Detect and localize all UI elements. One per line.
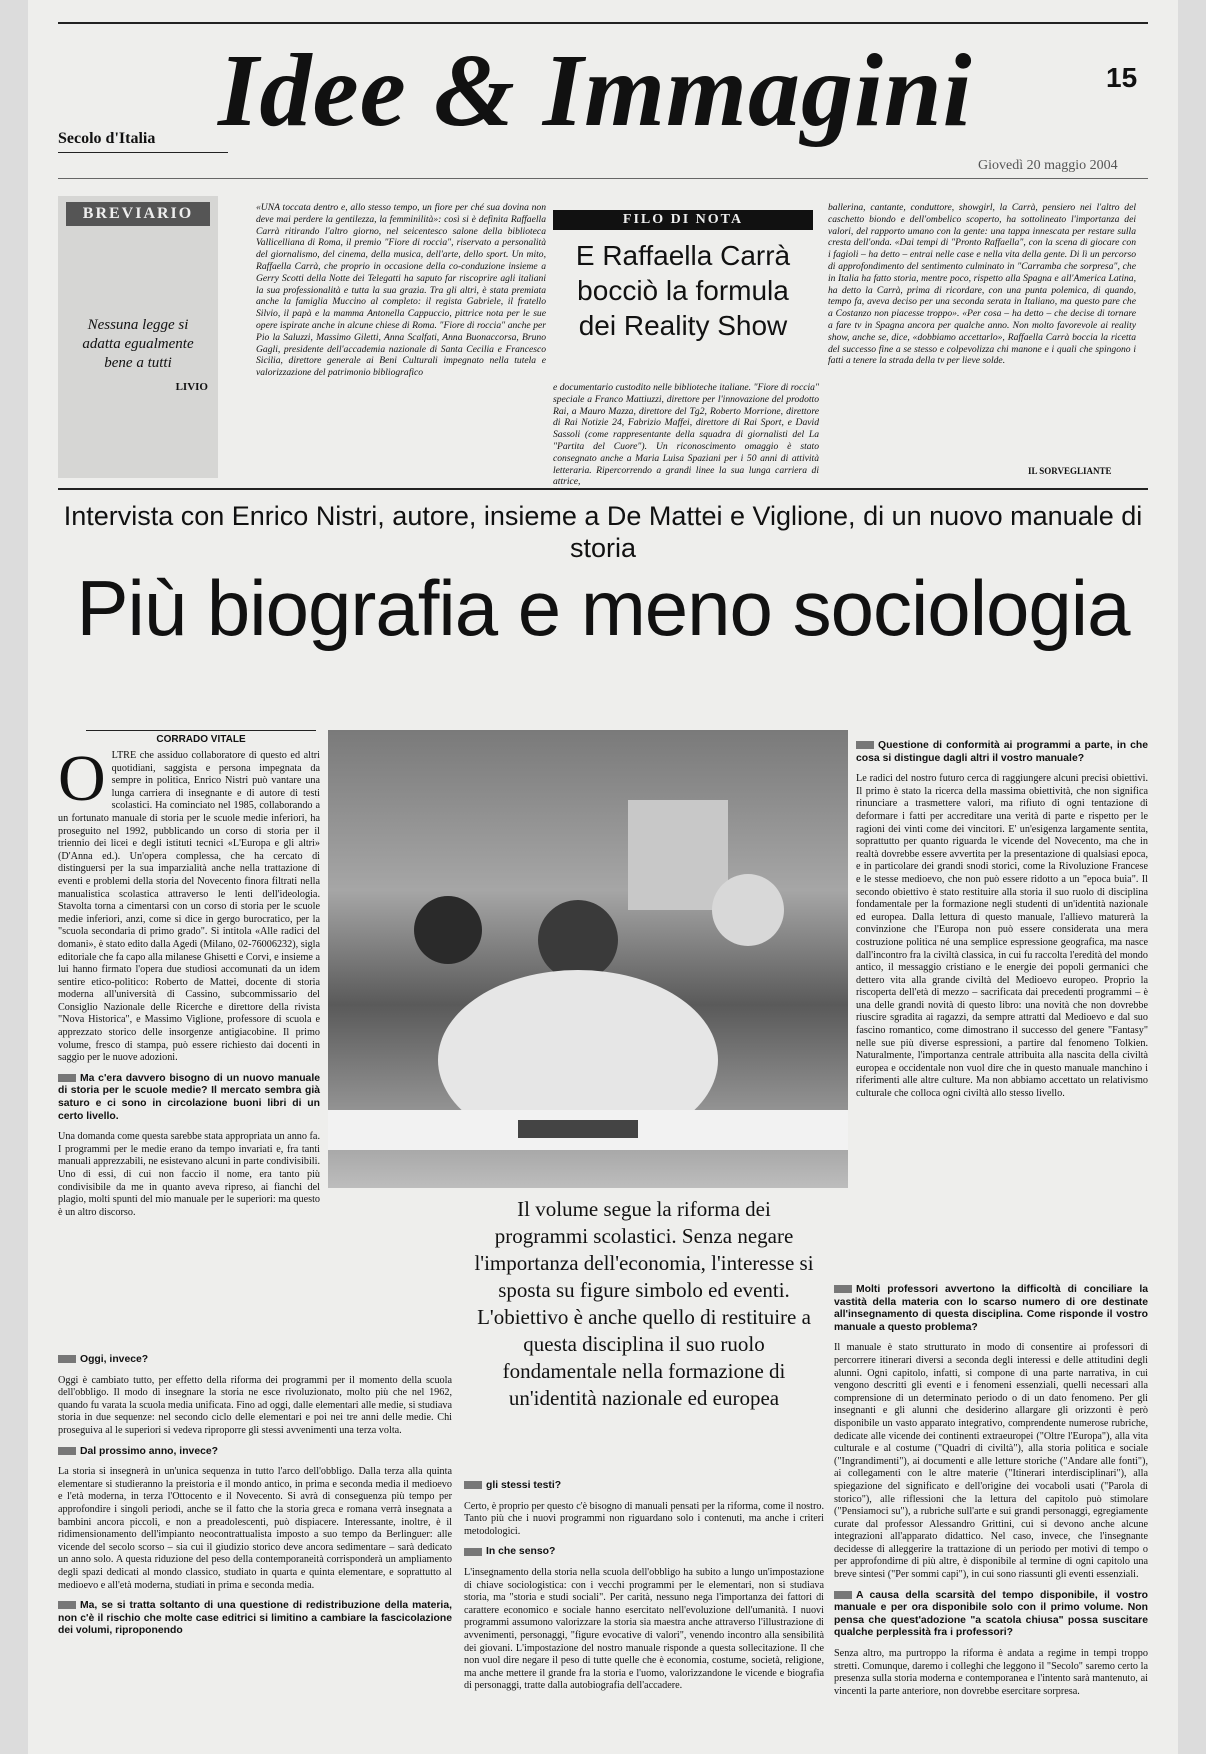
right-question-2: Molti professori avvertono la difficoltà di conciliare la vastità della materia con lo scarso numero di ore destinate all'insegnamento di questa disciplina. Come risponde il vostro manuale a questo problema? <box>834 1284 1148 1333</box>
mid-answer-1: Certo, è proprio per questo c'è bisogno di manuali pensati per la riforma, come il nostro. Tanto più che i nuovi programmi non riguardano solo i contenuti, ma anche i criteri metodologici. <box>464 1500 824 1537</box>
byline: CORRADO VITALE <box>86 730 316 745</box>
mid-question-2: In che senso? <box>464 1546 824 1559</box>
answer-1: Una domanda come questa sarebbe stata appropriata un anno fa. I programmi per le medie erano da tempo invariati e, fra tanti manuali apprezzabili, ne esistevano alcuni in parte condivisibili. Uno di essi, di cui non faccio il nome, era tanto più condivisibile da me in quanto aveva ripreso, ai fianchi del plagio, molti spunti del mio manuale per le superiori: ma questo è un altro discorso. <box>58 1131 320 1218</box>
section-rule <box>58 488 1148 490</box>
brief-headline: E Raffaella Carrà bocciò la formula dei Reality Show <box>575 240 791 341</box>
question-4: Ma, se si tratta soltanto di una questione di redistribuzione della materia, non c'è il rischio che molte case editrici si limitino a cambiare la fascicolazione dei volumi, riproponendo <box>58 1600 452 1637</box>
filo-di-nota-label: FILO DI NOTA <box>553 210 813 230</box>
brief-column-2: e documentario custodito nelle biblioteche italiane. "Fiore di roccia" speciale a Franco Mattiuzzi, direttore per l'innovazione del prodotto Rai, a Mauro Mazza, direttore del Tg2, Roberto Morrione, direttore di Rai Notizie 24, Fabrizio Maffei, direttore di Rai Sport, e David Sassoli (come rappresentante della squadra di giornalisti del La "Partita del Cuore"). Un riconoscimento omaggio è stato consegnato anche a Maria Luisa Spaziani per i 50 anni di attività letteraria. Ripercorrendo a grandi linee la sua lunga carriera di attrice, <box>553 382 819 488</box>
lower-left-column <box>58 1354 452 1646</box>
article-headline: Più biografia e meno sociologia <box>76 564 1130 652</box>
breviario-author: LIVIO <box>175 381 208 393</box>
breviario-quote: Nessuna legge si adatta egualmente bene a tutti <box>82 317 194 371</box>
question-2: Oggi, invece? <box>58 1354 452 1367</box>
mid-question-1: gli stessi testi? <box>464 1480 824 1493</box>
paper-name: Secolo d'Italia <box>58 130 156 147</box>
article-kicker: Intervista con Enrico Nistri, autore, insieme a De Mattei e Viglione, di un nuovo manuale di storia <box>63 501 1143 563</box>
newspaper-page <box>28 0 1178 1754</box>
page-number: 15 <box>1106 62 1138 93</box>
pullquote: Il volume segue la riforma dei programmi scolastici. Senza negare l'importanza dell'economia, l'interesse si sposta su figure simbolo ed eventi. L'obiettivo è anche quello di restituire a questa disciplina il suo ruolo fondamentale nella formazione di un'identità nazionale ed europea <box>474 1197 814 1410</box>
right-column <box>856 740 1148 1252</box>
article-lead-column <box>58 742 320 1227</box>
right-answer-1: Le radici del nostro futuro cerca di raggiungere alcuni precisi obiettivi. Il primo è stato la ricerca della massima obiettività, che non significa rinunciare a trasmettere valori, ma rifiuto di ogni tentazione di deformare i fatti per accreditare una verità di parte e rispetto per le ragioni dei vinti come dei vincitori. E' un'esigenza largamente sentita, soprattutto per quanto riguarda le vicende del Novecento, ma che in realtà dovrebbe essere avvertita per la presentazione di qualsiasi epoca, e in particolare dei grandi snodi storici, come la Rivoluzione Francese e le stesse medioevo, che non può essere ridotto a un "epoca buia". Il secondo obiettivo è stato restituire alla storia il suo ruolo di disciplina fondamentale per la formazione negli studenti di un'identità nazionale ed europea. Dalla lettura di questo manuale, l'allievo maturerà la convinzione che l'Europa non può essere considerata una mera costruzione politica né una semplice espressione geografica, ma nasce dall'incontro fra la civiltà classica, in cui fu raccolta l'eredità del mondo antico, il messaggio cristiano e le energie dei popoli germanici che dettero vita alla grande civiltà del Medioevo europeo. Proprio la riscoperta dell'età di mezzo – sacrificata dai precedenti programmi – è una delle grandi novità di questo libro: una novità che non dovrebbe riuscire sgradita ai ragazzi, da sempre attratti dal Medioevo e dal suo fascino romantico, come dimostrano il successo del genere "Fantasy" nelle sue più diverse espressioni, a partire dal fenomeno Tolkien. Naturalmente, l'importanza centrale attribuita alla nascita della civiltà europea e occidentale non vuol dire che in questo manuale manchino i riferimenti alle altre culture. Ma non abbiamo accettato un relativismo culturale che colloca ogni civiltà allo stesso livello. <box>856 773 1148 1100</box>
lead-paragraph: LTRE che assiduo collaboratore di questo ed altri quotidiani, saggista e persona impegnata da sempre in politica, Enrico Nistri può vantare una lunga carriera di insegnante e di autore di testi scolastici. Ha cominciato nel 1985, collaborando a un fortunato manuale di storia per le scuole medie inferiori, ha proseguito nel 1992, pubblicando un corso di storia per il triennio dei licei e degli istituti tecnici «L'Europa e gli altri» (D'Anna ed.). Un'opera complessa, che ha cercato di distinguersi per la sua imparzialità anche nella trattazione di eventi e problemi della storia del Novecento finora filtrati nella manualistica scolastica attraverso le lenti dell'ideologia. Stavolta torna a cimentarsi con un corso di storia per le scuole medie inferiori, anzi, come si dice in gergo burocratico, per la "scuola secondaria di primo grado". Si intitola «Alle radici del domani», è stato edito dalla Agedi (Milano, 02-76006232), sigla editoriale che fa capo alla milanese Ghisetti e Corvi, e insieme a lui hanno firmato l'opera due studiosi accomunati da un idem sentire etico-politico: Roberto de Mattei, docente di storia moderna all'università di Cassino, subcommissario del Consiglio Nazionale delle Ricerche e direttore della rivista "Nova Historica", e Massimo Viglione, professore di scuola e apprezzato storico delle insorgenze antigiacobine. Il primo volume, fresco di stampa, può essere richiesto dai docenti in saggio per le nuove adozioni. <box>58 750 320 1064</box>
issue-date: Giovedì 20 maggio 2004 <box>978 158 1118 173</box>
mid-answer-2: L'insegnamento della storia nella scuola dell'obbligo ha subito a lungo un'impostazione di chiave sociologistica: con i vecchi programmi per le elementari, non si studiava storia, ma "storia e studi sociali". Per carità, nessuno nega l'importanza dei fattori di carattere economico e sociale hanno esercitato nell'evoluzione dell'umanità. I nuovi programmi assumono valorizzare la storia sia maestra anche attraverso l'illustrazione di avvenimenti, personaggi, "figure evocative di valori", venendo incontro alla sensibilità dei giovani. L'impostazione del nostro manuale risponde a questa sollecitazione. Il che non vuol dire negare il peso di tutte quelle che è economia, costume, società, religione, ma anche mettere il grande fra la storia e l'uomo, valorizzandone le vicende e biografia di personaggi, tratte dalla autobiografia dell'accadere. <box>464 1566 824 1692</box>
answer-3: La storia si insegnerà in un'unica sequenza in tutto l'arco dell'obbligo. Dalla terza alla quinta elementare si studieranno la preistoria e il mondo antico, in prima e seconda media il medioevo e l'età moderna, in terza l'Ottocento e il Novecento. Si avrà di conseguenza più tempo per approfondire i singoli periodi, anche se il fatto che la storia greca e romana verrà insegnata a bambini ancora piccoli, e non a preadolescenti, può dispiacere. Interessante, inoltre, è il ridimensionamento dell'impianto neocontrattualista imposto a suo tempo da Berlinguer: alle vicende del secolo scorso – sia cui il giudizio storico deve ancora sedimentare – sarà dedicato un anno solo. A questa riduzione del peso della contemporaneità corrisponderà un ampliamento degli spazi dedicati al mondo classico, studiato in quarta e quinta elementare, e soprattutto al medioevo e all'età moderna, studiati in prima e seconda media. <box>58 1466 452 1591</box>
paper-rule <box>58 152 228 153</box>
breviario-label: BREVIARIO <box>66 202 210 226</box>
right-question-3: A causa della scarsità del tempo disponibile, il vostro manuale e per ora disponibile solo con il primo volume. Non pensa che quest'adozione "a scatola chiusa" possa suscitare qualche perplessità fra i professori? <box>834 1589 1148 1639</box>
dropcap: O <box>58 742 106 815</box>
breviario-box <box>58 196 218 478</box>
brief-column-3: ballerina, cantante, conduttore, showgirl, la Carrà, pensiero nei l'altro del caschetto biondo e dell'ombelico scoperto, ha sottolineato l'importanza dei valori, del rapporto umano con la gente: una tappa innescata per restare sulla cresta dell'onda. «Dai tempi di "Pronto Raffaella", con la scena di giocare con i fagioli – ha detto – entrai nelle case e nella vita della gente. Di lì un percorso di approfondimento del sentimento culminato in "Carramba che sorpresa", che in Italia ha fatto storia, mentre poco, rispetto alla Spagna e all'America Latina, ha detto la Carrà, prima di ricordare, con una punta polemica, di quando, tempo fa, aveva deciso per una seconda serata in Italiano, ma questo pare che a Costanzo non piacesse troppo». «Per cosa – ha detto – che decise di tornare a fare tv in Spagna ancora per qualche anno. Non molto favorevole ai reality show, anche se, dice, «dobbiamo accettarlo», Raffaella Carrà boccia la ricetta del successo fine a se stesso e colpevolizza chi manone e i quali che spingono i fatti a tenere la strada della tv per lieve solde. <box>828 202 1136 367</box>
top-rule <box>58 22 1148 24</box>
right-answer-2: Il manuale è stato strutturato in modo di consentire ai professori di percorrere itinerari diversi a seconda degli interessi e delle attitudini degli alunni. Ogni capitolo, infatti, si compone di una parte narrativa, in cui vengono descritti gli eventi e i fenomeni essenziali, quelli necessari alla comprensione di un determinato periodo o di un dato fenomeno. Per gli insegnanti e gli alunni che desiderino allargare gli orizzonti è però disponibile un vasto apparato integrativo, comprendente numerose rubriche, dedicate alle vicende dei continenti extraeuropei ("Oltre l'Europa"), alla vita culturale e al costume ("Quadri di civiltà"), alla storia politica e sociale ("Ingrandimenti"), ai documenti e alle letture storiche ("Andare alle fonti"), ai collegamenti con le altre materie ("Itinerari interdisciplinari"), alla spiegazione del significato e dell'origine dei vocaboli usati ("Parola di storico"), alle riflessioni che la lettura del capitolo può stimolare ("Pensiamoci su"), a rubriche sull'arte e sui grandi personaggi, egregiamente curate dal professor Alessandro Grittini, cui si devono anche alcune integrazioni all'apparato didattico. Nel caso, invece, che l'insegnante decidesse di alleggerire la trattazione di un periodo per motivi di tempo o per approfondirne di più altre, è disponibile al termine di ogni capitolo una breve sintesi ("Per sommi capi"), in cui sono riassunti gli eventi essenziali. <box>834 1342 1148 1581</box>
masthead-rule <box>58 178 1148 179</box>
right-answer-3: Senza altro, ma purtroppo la riforma è andata a regime in tempi troppo stretti. Comunque, daremo i colleghi che leggono il "Secolo" saremo certo la presenza sulla storia moderna e contemporanea e l'intento sarà mantenuto, ai vincenti la parte anteriore, non dovrebbe esercitare sorpresa. <box>834 1648 1148 1697</box>
right-question-1: Questione di conformità ai programmi a parte, in che cosa si distingue dagli altri il vostro manuale? <box>856 740 1148 764</box>
classroom-photo <box>328 730 848 1188</box>
section-title: Idee & Immagini <box>218 33 973 148</box>
question-1: Ma c'era davvero bisogno di un nuovo manuale di storia per le scuole medie? Il mercato sembra già saturo e ci sono in circolazione buoni libri di un certo livello. <box>58 1072 320 1122</box>
brief-signature: IL SORVEGLIANTE <box>1028 466 1112 476</box>
brief-column-1: «UNA toccata dentro e, allo stesso tempo, un fiore per ché sua dovina non deve mai perdere la gentilezza, la femminilità»: così si è definita Raffaella Carrà ritirando l'altro giorno, nel seicentesco salone della biblioteca Vallicelliana di Roma, il premio "Fiore di roccia", riservato a personalità del giornalismo, del cinema, della musica, dell'arte, dello sport. Un mito, Raffaella Carrà, che proprio in occasione della co-conduzione insieme a Gerry Scotti della Notte dei Telegatti ha saputo far riscoprire agli italiani la sua professionalità e tutta la sua grazia. Tra gli altri, è stata premiata anche la famiglia Muccino al completo: il regista Gabriele, il fratello Silvio, il papà e la mamma Antonella Cappuccio, pittrice nota per le sue opere ispirate anche in alcune chiese di Roma. "Fiore di roccia" anche per Pio la Saluzzi, Massimo Giletti, Anna Scalfati, Anna Buonaccorsa, Bruno Gagli, presidente dell'accademia nazionale di Santa Cecilia e Francesco Sicilia, direttore generale ai Beni Culturali impegnato nella tutela e valorizzazione del patrimonio bibliografico <box>256 202 546 379</box>
middle-lower-column <box>464 1480 824 1701</box>
students-illustration <box>328 730 848 1188</box>
right-lower-column <box>834 1284 1148 1754</box>
answer-2: Oggi è cambiato tutto, per effetto della riforma dei programmi per il momento della scuola dell'obbligo. Il modo di insegnare la storia ne esce rivoluzionato, molto più che nel 1962, quando fu varata la scuola media unificata. Fino ad oggi, dalle elementari alle medie, si studiava storia in due sequenze: nel secondo ciclo delle elementari e poi nei tre anni delle medie. Chi proseguiva al le superiori si vedeva riproporre gli stessi avvenimenti una terza volta. <box>58 1374 452 1436</box>
question-3: Dal prossimo anno, invece? <box>58 1446 452 1459</box>
